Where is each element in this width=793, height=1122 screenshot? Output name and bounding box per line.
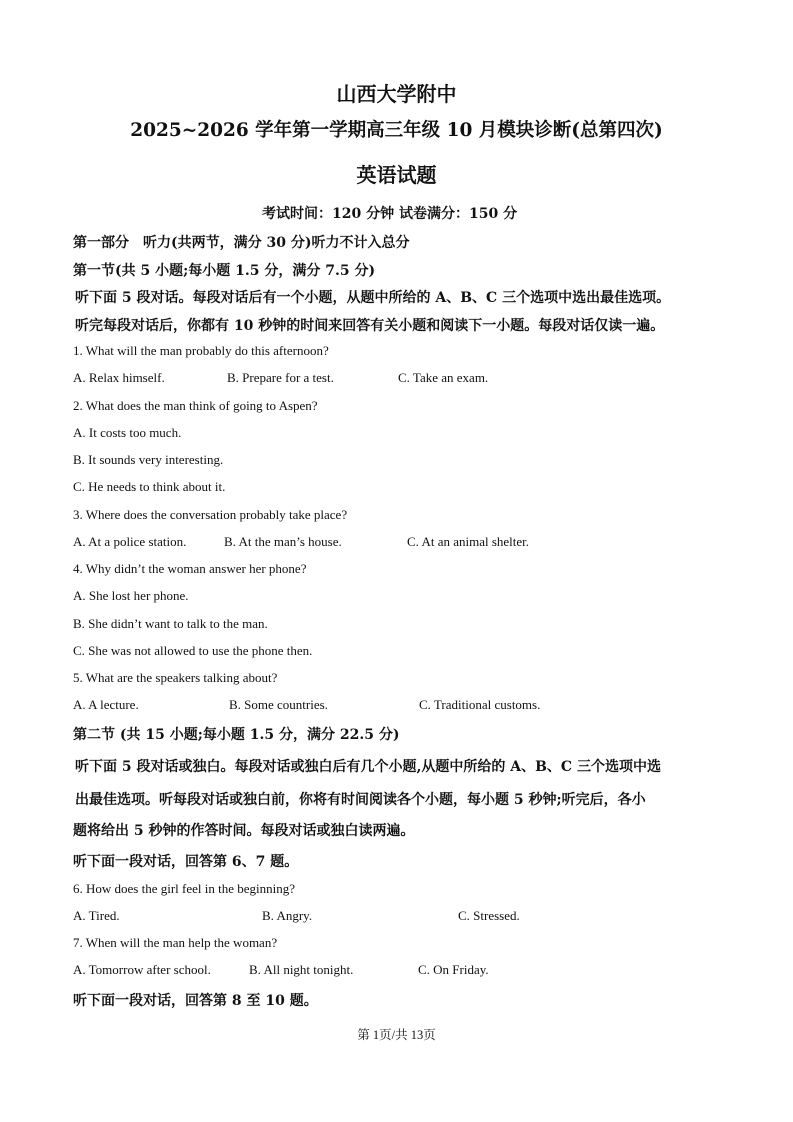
q1-option-c: C. Take an exam. (398, 370, 489, 385)
subject-title: 英语试题 (356, 163, 437, 187)
q3-option-b: B. At the man’s house. (224, 534, 342, 549)
q3-option-c: C. At an animal shelter. (407, 534, 530, 549)
q1-option-a: A. Relax himself. (73, 370, 165, 385)
school-name: 山西大学附中 (336, 82, 457, 106)
section2-instruction-2: 出最佳选项。听每段对话或独白前，你将有时间阅读各个小题，每小题 5 秒钟;听完后，各小 (75, 792, 646, 808)
q2-option-a: A. It costs too much. (73, 425, 182, 440)
q7-option-b: B. All night tonight. (249, 962, 354, 977)
q4-option-c: C. She was not allowed to use the phone then. (73, 643, 313, 658)
question-7: 7. When will the man help the woman? (73, 935, 278, 950)
q3-option-a: A. At a police station. (73, 534, 187, 549)
q2-option-b: B. It sounds very interesting. (73, 452, 224, 467)
group1-prompt: 听下面一段对话，回答第 6、7 题。 (73, 854, 299, 870)
q6-option-c: C. Stressed. (458, 908, 520, 923)
section1-instruction-1: 听下面 5 段对话。每段对话后有一个小题，从题中所给的 A、B、C 三个选项中选出最佳选项。 (75, 290, 671, 306)
exam-title: 2025~2026 学年第一学期高三年级 10 月模块诊断(总第四次) (130, 120, 663, 141)
q4-option-a: A. She lost her phone. (73, 588, 189, 603)
q6-option-a: A. Tired. (73, 908, 120, 923)
section2-instruction-1: 听下面 5 段对话或独白。每段对话或独白后有几个小题,从题中所给的 A、B、C 三个选项中选 (75, 759, 661, 775)
q5-option-c: C. Traditional customs. (419, 697, 541, 712)
section2-instruction-3: 题将给出 5 秒钟的作答时间。每段对话或独白读两遍。 (73, 823, 415, 839)
question-2: 2. What does the man think of going to Aspen? (73, 398, 318, 413)
page-number: 第 1页/共 13页 (357, 1028, 436, 1042)
q7-option-c: C. On Friday. (418, 962, 489, 977)
q7-option-a: A. Tomorrow after school. (73, 962, 211, 977)
question-6: 6. How does the girl feel in the beginning? (73, 881, 296, 896)
question-5: 5. What are the speakers talking about? (73, 670, 278, 685)
exam-info: 考试时间：120 分钟 试卷满分：150 分 (262, 206, 518, 222)
group2-prompt: 听下面一段对话，回答第 8 至 10 题。 (73, 993, 318, 1009)
question-4: 4. Why didn’t the woman answer her phone? (73, 561, 307, 576)
q2-option-c: C. He needs to think about it. (73, 479, 226, 494)
section2-title: 第二节 (共 15 小题;每小题 1.5 分，满分 22.5 分) (73, 727, 400, 743)
q4-option-b: B. She didn’t want to talk to the man. (73, 616, 268, 631)
question-3: 3. Where does the conversation probably take place? (73, 507, 348, 522)
section1-instruction-2: 听完每段对话后，你都有 10 秒钟的时间来回答有关小题和阅读下一小题。每段对话仅读一遍。 (75, 318, 665, 334)
question-1: 1. What will the man probably do this afternoon? (73, 343, 329, 358)
part1-title: 第一部分 听力(共两节，满分 30 分)听力不计入总分 (73, 235, 410, 251)
section1-title: 第一节(共 5 小题;每小题 1.5 分，满分 7.5 分) (73, 263, 376, 279)
q5-option-a: A. A lecture. (73, 697, 139, 712)
q6-option-b: B. Angry. (262, 908, 313, 923)
q5-option-b: B. Some countries. (229, 697, 328, 712)
q1-option-b: B. Prepare for a test. (227, 370, 334, 385)
